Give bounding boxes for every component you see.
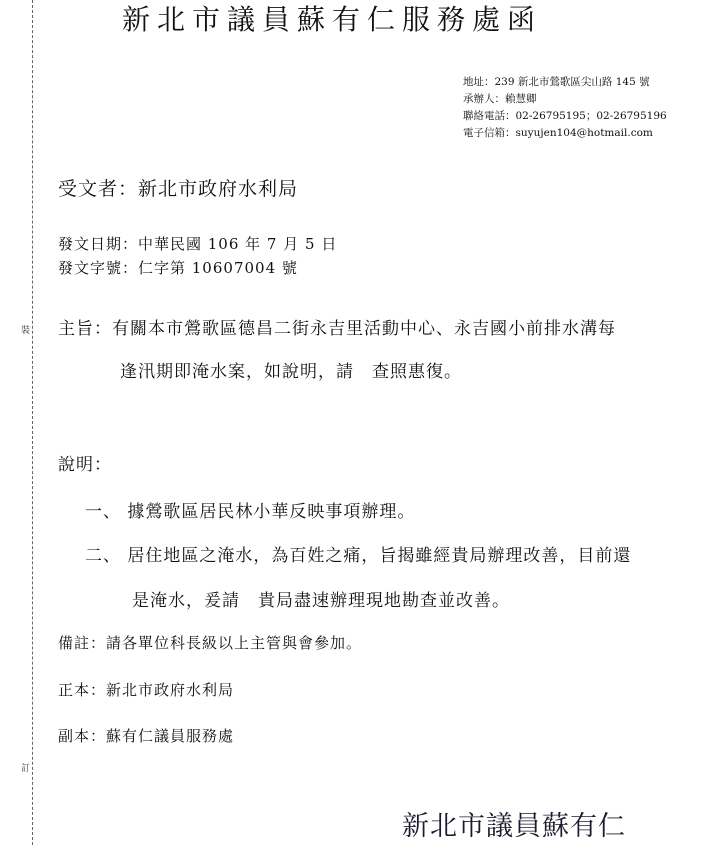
contact-address: 地址：239 新北市鶯歌區尖山路 145 號 xyxy=(463,76,650,88)
issue-date-line: 發文日期：中華民國 106 年 7 月 5 日 xyxy=(58,235,338,253)
signature: 新北市議員蘇有仁 xyxy=(402,811,626,842)
subject-line-2: 逢汛期即淹水案，如說明，請 查照惠復。 xyxy=(120,362,462,382)
letter-title: 新北市議員蘇有仁服務處函 xyxy=(122,3,543,36)
contact-handler: 承辦人：賴慧卿 xyxy=(463,93,537,105)
original-recipient-line: 正本：新北市政府水利局 xyxy=(58,681,235,699)
note-line: 備註：請各單位科長級以上主管與會參加。 xyxy=(58,634,363,652)
binding-line xyxy=(32,0,33,845)
explanation-item-2-line-1: 二、 居住地區之淹水，為百姓之痛，旨揭雖經貴局辦理改善，目前還 xyxy=(85,546,632,566)
contact-phone: 聯絡電話：02-26795195；02-26795196 xyxy=(463,110,667,122)
document-number-line: 發文字號：仁字第 10607004 號 xyxy=(58,259,298,277)
explanation-item-2-line-2: 是淹水，爰請 貴局盡速辦理現地勘查並改善。 xyxy=(132,591,510,611)
contact-block xyxy=(463,74,667,142)
contact-email: 電子信箱：suyujen104@hotmail.com xyxy=(463,127,653,139)
subject-line-1: 主旨：有關本市鶯歌區德昌二街永吉里活動中心、永吉國小前排水溝每 xyxy=(58,319,616,339)
binding-mark-top: 裝 xyxy=(21,326,31,336)
binding-mark-bottom: 訂 xyxy=(21,764,31,774)
copy-recipient-line: 副本：蘇有仁議員服務處 xyxy=(58,727,235,745)
explanation-item-1: 一、 據鶯歌區居民林小華反映事項辦理。 xyxy=(85,502,416,522)
recipient-line: 受文者：新北市政府水利局 xyxy=(58,178,299,200)
explanation-heading: 說明： xyxy=(58,455,112,475)
